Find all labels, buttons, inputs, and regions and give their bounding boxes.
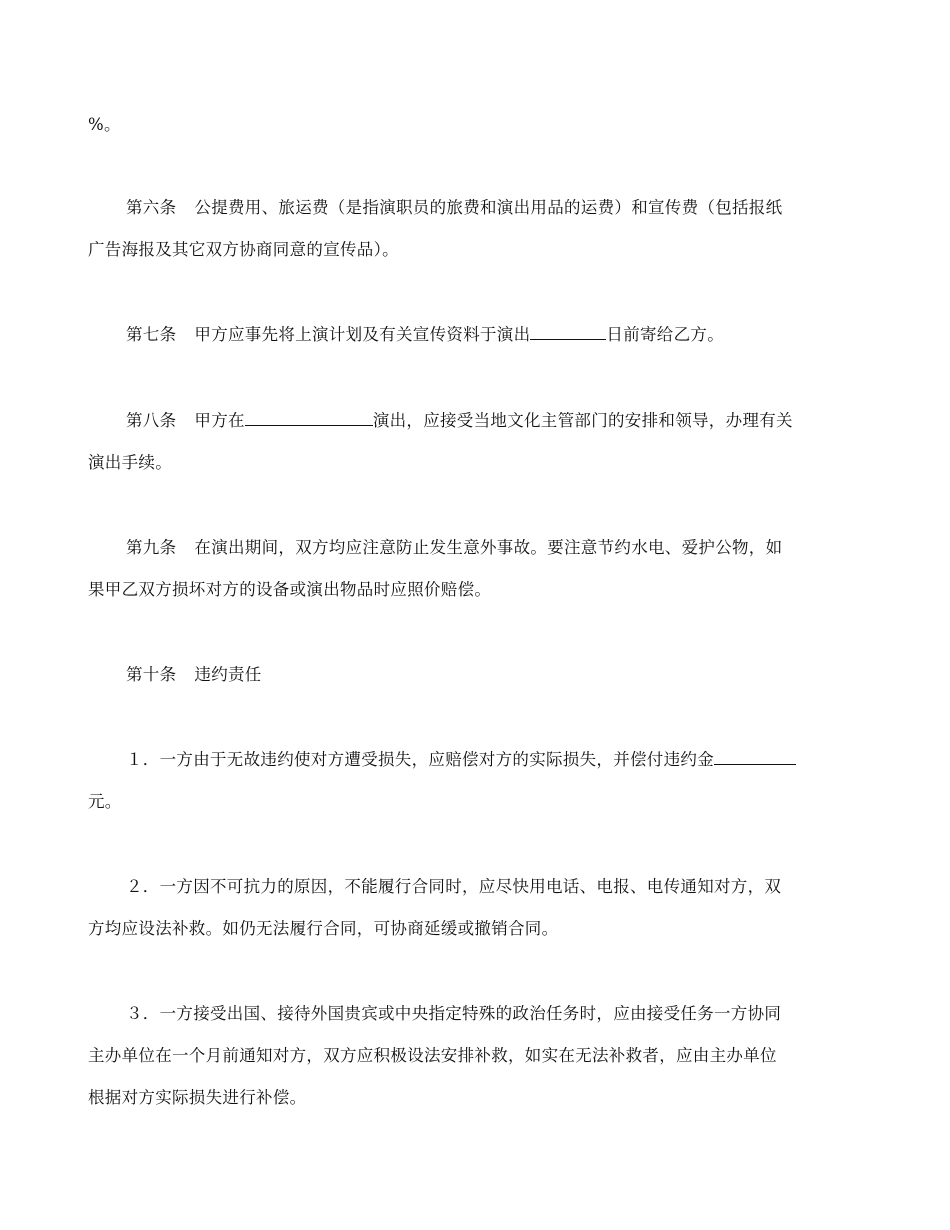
clause-text: 元。 <box>88 792 122 811</box>
clause-3-cont2 <box>88 1079 868 1117</box>
article-9 <box>88 529 868 567</box>
clause-3-cont <box>88 1037 868 1075</box>
clause-text: ３．一方接受出国、接待外国贵宾或中央指定特殊的政治任务时，应由接受任务一方协同 <box>126 1004 782 1023</box>
clause-text: １．一方由于无故违约使对方遭受损失，应赔偿对方的实际损失，并偿付违约金 <box>126 750 714 769</box>
article-number: 第九条 <box>126 538 177 557</box>
article-8-cont <box>88 444 868 482</box>
clause-text: 方均应设法补救。如仍无法履行合同，可协商延缓或撤销合同。 <box>88 919 559 938</box>
article-title: 违约责任 <box>194 665 262 684</box>
article-number: 第八条 <box>126 411 177 430</box>
fragment-text: %。 <box>88 115 121 134</box>
clause-text: 根据对方实际损失进行补偿。 <box>88 1088 307 1107</box>
article-7 <box>88 316 868 354</box>
article-text: 公提费用、旅运费（是指演职员的旅费和演出用品的运费）和宣传费（包括报纸 <box>194 198 783 217</box>
article-text: 甲方应事先将上演计划及有关宣传资料于演出 <box>194 325 531 344</box>
clause-3 <box>88 995 868 1033</box>
article-10 <box>88 656 868 694</box>
article-8 <box>88 402 868 440</box>
article-text: 演出手续。 <box>88 453 172 472</box>
article-number: 第十条 <box>126 665 177 684</box>
clause-2-cont <box>88 910 868 948</box>
article-text: 甲方在 <box>194 411 245 430</box>
clause-text: ２．一方因不可抗力的原因，不能履行合同时，应尽快用电话、电报、电传通知对方，双 <box>126 877 782 896</box>
article-6 <box>88 189 868 227</box>
fragment-line <box>88 106 868 144</box>
clause-2 <box>88 868 868 906</box>
article-6-cont <box>88 231 868 269</box>
article-text: 在演出期间，双方均应注意防止发生意外事故。要注意节约水电、爱护公物，如 <box>194 538 783 557</box>
clause-text: 主办单位在一个月前通知对方，双方应积极设法安排补救，如实在无法补救者，应由主办单位 <box>88 1046 777 1065</box>
article-number: 第七条 <box>126 325 177 344</box>
clause-1-cont <box>88 783 868 821</box>
fill-blank <box>530 323 606 340</box>
article-text: 演出，应接受当地文化主管部门的安排和领导，办理有关 <box>372 411 793 430</box>
article-text: 日前寄给乙方。 <box>606 325 725 344</box>
article-9-cont <box>88 571 868 609</box>
fill-blank <box>245 409 373 426</box>
fill-blank <box>714 748 796 765</box>
article-text: 果甲乙双方损坏对方的设备或演出物品时应照价赔偿。 <box>88 580 492 599</box>
clause-1 <box>88 741 868 779</box>
article-number: 第六条 <box>126 198 177 217</box>
article-text: 广告海报及其它双方协商同意的宣传品）。 <box>88 240 399 259</box>
